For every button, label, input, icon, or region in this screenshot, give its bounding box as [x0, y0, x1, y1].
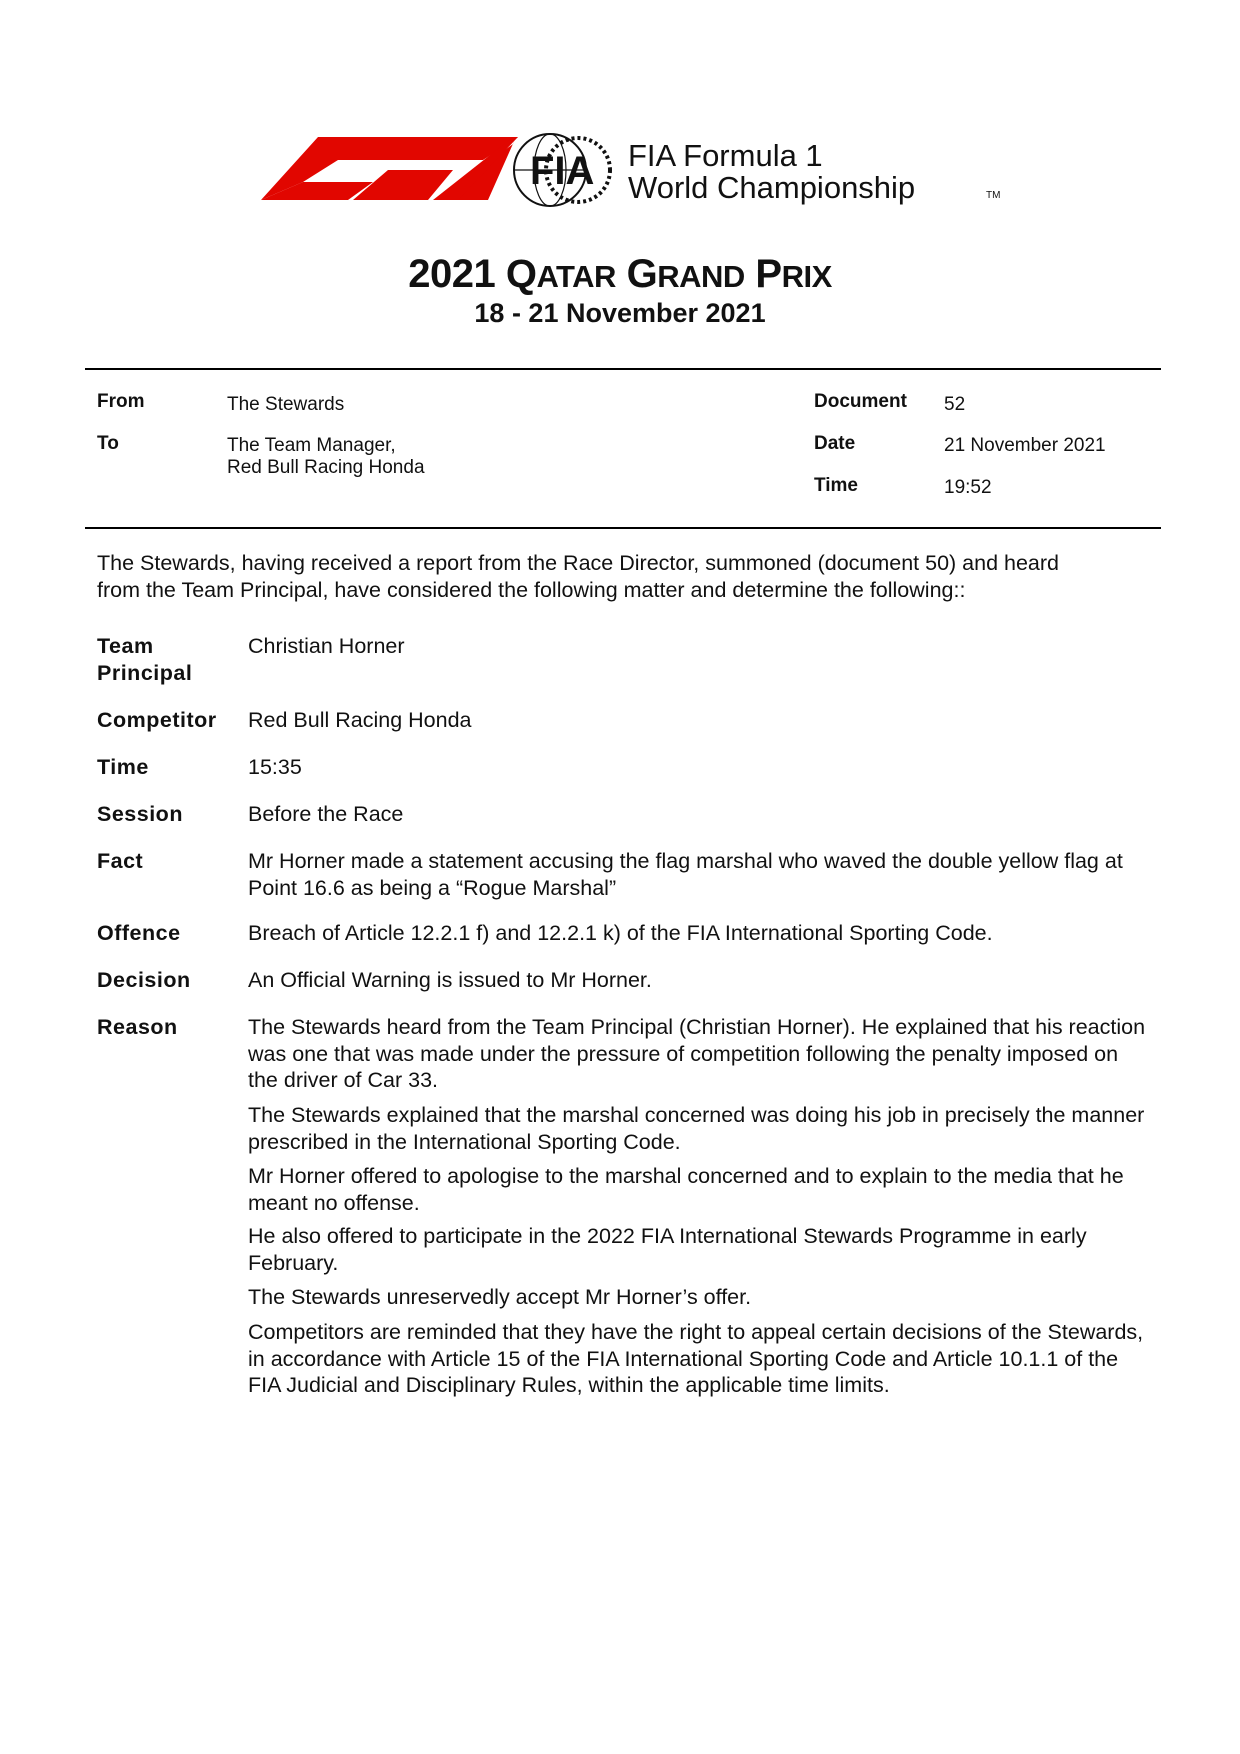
svg-text:World Championship: World Championship [628, 170, 916, 205]
row-label: Competitor [97, 708, 217, 732]
row-value: Before the Race [248, 802, 404, 826]
document-value: 52 [944, 394, 966, 415]
svg-text:TM: TM [986, 190, 1001, 201]
reason-paragraph: He also offered to participate in the 2022 FIA International Stewards Programme in early February. [248, 1224, 1087, 1275]
from-label: From [97, 391, 145, 412]
reason-paragraph: The Stewards unreservedly accept Mr Horner’s offer. [248, 1285, 752, 1309]
reason-paragraph: The Stewards explained that the marshal concerned was doing his job in precisely the manner prescribed in the International Sporting Code. [248, 1103, 1145, 1154]
fia-f1-logo [258, 132, 1008, 212]
row-value: Mr Horner made a statement accusing the flag marshal who waved the double yellow flag at Point 16.6 as being a “Rogue Marshal” [248, 849, 1123, 900]
to-label: To [97, 433, 119, 454]
row-label: Session [97, 802, 183, 826]
reason-paragraph: Competitors are reminded that they have the right to appeal certain decisions of the Stewards, in accordance with Article 15 of the FIA International Sporting Code and Article 10.1.1 of the FIA Judicial and Disciplinary Rules, within the applicable time limits. [248, 1320, 1144, 1397]
time-label: Time [814, 475, 859, 496]
f1-logo-icon [258, 132, 1008, 212]
svg-text:FIA Formula 1: FIA Formula 1 [628, 138, 823, 173]
from-value: The Stewards [227, 394, 345, 415]
date-label: Date [814, 433, 856, 454]
row-value: Breach of Article 12.2.1 f) and 12.2.1 k) of the FIA International Sporting Code. [248, 921, 993, 945]
row-label: Time [97, 755, 149, 779]
row-label: Team Principal [97, 634, 193, 685]
divider [85, 527, 1161, 529]
row-label: Fact [97, 849, 144, 873]
row-value: Christian Horner [248, 634, 405, 658]
to-value-1: The Team Manager, [227, 435, 396, 456]
row-value: 15:35 [248, 755, 302, 779]
reason-paragraph: The Stewards heard from the Team Principal (Christian Horner). He explained that his reaction was one that was made under the pressure of competition following the penalty imposed on the driver of Car 33. [248, 1015, 1146, 1092]
row-value: Red Bull Racing Honda [248, 708, 472, 732]
page-title: 2021 QATAR GRAND PRIX [408, 252, 832, 296]
date-value: 21 November 2021 [944, 435, 1106, 456]
reason-paragraph: Mr Horner offered to apologise to the marshal concerned and to explain to the media that he meant no offense. [248, 1164, 1124, 1215]
reason-label: Reason [97, 1015, 178, 1039]
to-value-2: Red Bull Racing Honda [227, 457, 425, 478]
svg-text:FIA: FIA [530, 149, 595, 193]
time-value: 19:52 [944, 477, 992, 498]
event-dates: 18 - 21 November 2021 [474, 298, 766, 328]
divider [85, 368, 1161, 370]
document-label: Document [814, 391, 907, 412]
row-label: Decision [97, 968, 191, 992]
row-label: Offence [97, 921, 181, 945]
intro-paragraph: The Stewards, having received a report from the Race Director, summoned (document 50) and heard from the Team Principal, have considered the following matter and determine the following:: [97, 551, 1060, 602]
row-value: An Official Warning is issued to Mr Horner. [248, 968, 652, 992]
